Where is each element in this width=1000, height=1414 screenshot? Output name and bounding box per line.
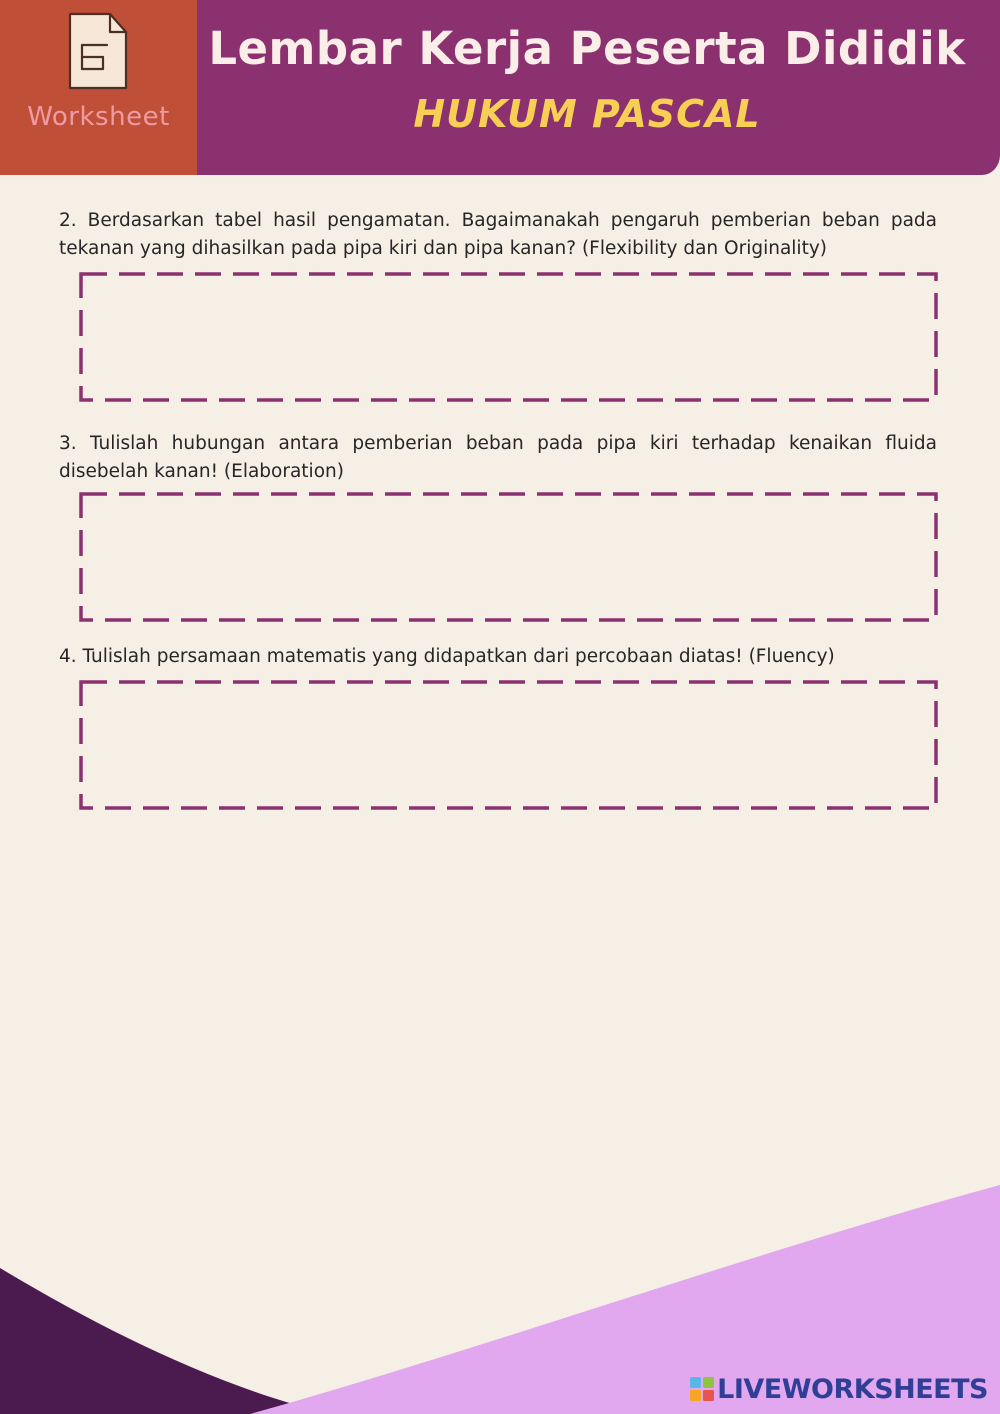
answer-box-4[interactable]	[79, 680, 938, 810]
answer-box-3[interactable]	[79, 492, 938, 622]
brand-name: LIVEWORKSHEETS	[717, 1373, 988, 1405]
answer-box-2[interactable]	[79, 272, 938, 402]
worksheet-label: Worksheet	[27, 102, 170, 132]
question-4: 4. Tulislah persamaan matematis yang didapatkan dari percobaan diatas! (Fluency)	[59, 646, 835, 667]
question-2: 2. Berdasarkan tabel hasil pengamatan. Bagaimanakah pengaruh pemberian beban pada tekanan yang dihasilkan pada pipa kiri dan pipa kanan? (Flexibility dan Originality)	[59, 210, 937, 259]
liveworksheets-brand	[690, 1374, 988, 1404]
liveworksheets-logo-icon	[690, 1377, 714, 1401]
page-subtitle: HUKUM PASCAL	[413, 92, 761, 136]
page-title: Lembar Kerja Peserta Dididik	[208, 22, 966, 75]
worksheet-badge	[0, 0, 197, 175]
header-banner	[0, 0, 1000, 175]
document-icon	[64, 8, 132, 94]
question-3: 3. Tulislah hubungan antara pemberian beban pada pipa kiri terhadap kenaikan fluida disebelah kanan! (Elaboration)	[59, 433, 937, 482]
